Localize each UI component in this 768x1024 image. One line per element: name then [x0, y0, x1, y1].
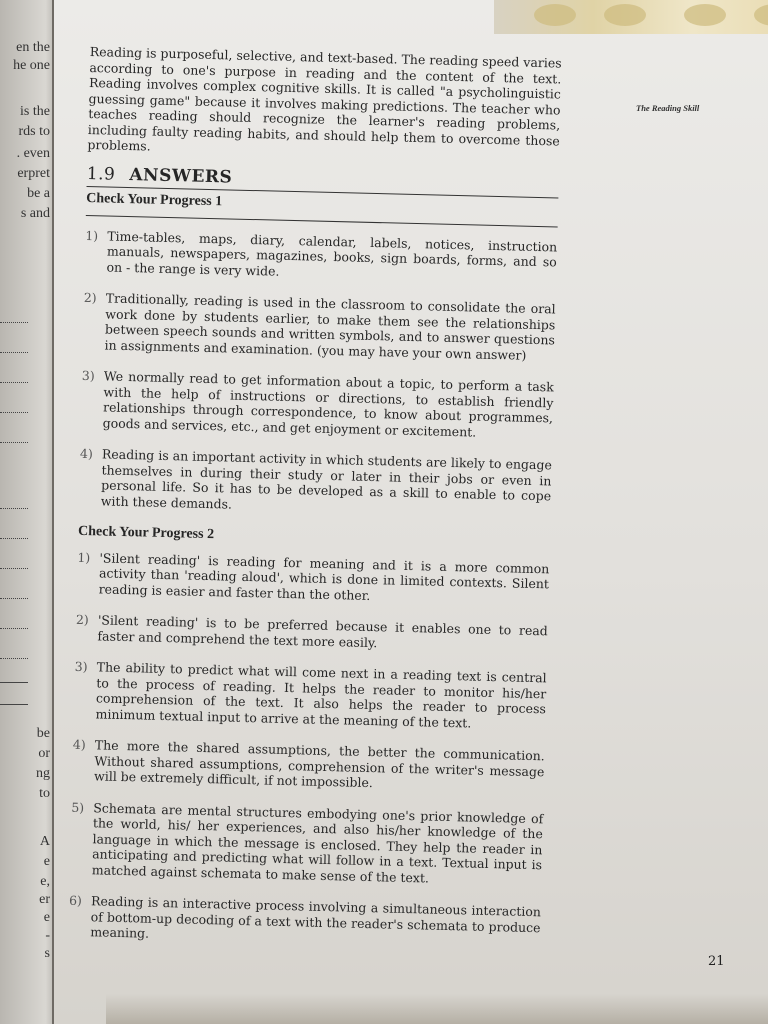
answer-text: The more the shared assumptions, the better the communication. Without shared assumptions, comprehension of the writer's message will be extremely difficult, if not impossible.: [93, 737, 545, 791]
answer-number: 1): [85, 227, 99, 243]
answer-text: Time-tables, maps, diary, calendar, labels, notices, instruction manuals, newspapers, magazines, books, sign boards, forms, and so on - the range is very wide.: [106, 227, 558, 279]
answer-number: 1): [77, 549, 91, 565]
answer-number: 6): [68, 892, 83, 909]
answer-number: 4): [79, 445, 94, 462]
answer-text: 'Silent reading' is to be preferred because it enables one to read faster and comprehend the text more easily.: [97, 612, 548, 650]
answer-number: 2): [83, 289, 97, 306]
intro-paragraph: Reading is purposeful, selective, and text-based. The reading speed varies according to one's purpose in reading and the content of the text. Reading involves complex cognitive skills. It is called "a psycholinguistic guessing game" because it involves making predictions. The teacher who teaches reading should recognize the learner's reading problems, including faulty reading habits, and should help them to overcome those problems.: [87, 44, 562, 154]
answer-text: We normally read to get information about a topic, to perform a task with the help of instructions or directions, to establish friendly relationships through correspondence, to know about programmes, goods and services, etc., and get enjoyment or excitement.: [102, 368, 554, 440]
dotted-answer-line: [0, 658, 28, 659]
facing-page-fragment: A: [39, 834, 50, 849]
progress-2-heading: Check Your Progress 2: [77, 523, 215, 543]
facing-page-fragment: er: [39, 892, 50, 907]
facing-page-fragment: to: [39, 786, 50, 801]
page-shadow: [106, 994, 768, 1024]
answer-text: Schemata are mental structures embodying one's prior knowledge of the world, his/ her experiences, and also his/her knowledge of the language in which the message is enclosed. They help the reader in anticipating and predicting what will follow in a text. Textual input is matched against schemata to make sense of the text.: [91, 799, 544, 886]
answer-text: 'Silent reading' is reading for meaning and it is a more common activity than 'reading aloud', which is done in limited contexts. Silent reading is easier and faster than the other.: [98, 549, 550, 603]
facing-page-fragment: e: [43, 854, 50, 869]
answer-number: 3): [74, 658, 88, 675]
facing-page-fragment: be a: [27, 186, 50, 201]
page-number: 21: [708, 954, 725, 969]
answer-number: 3): [81, 367, 95, 384]
facing-page-fragment: is the: [20, 104, 50, 119]
facing-page-fragment: . even: [16, 146, 50, 161]
answer-item: [79, 446, 552, 520]
answer-item: [84, 227, 557, 285]
answer-item: [68, 893, 541, 951]
dotted-answer-line: [0, 322, 28, 323]
dotted-answer-line: [0, 382, 28, 383]
facing-page-fragment: or: [38, 746, 50, 761]
dotted-answer-line: [0, 442, 28, 443]
facing-page-fragment: -: [45, 928, 50, 943]
facing-page-fragment: be: [36, 726, 50, 741]
answer-item: [73, 659, 546, 733]
answer-number: 2): [75, 611, 89, 628]
facing-page-fragment: ng: [36, 766, 50, 781]
facing-page-fragment: s and: [20, 206, 50, 221]
answer-number: 5): [71, 799, 85, 815]
dotted-answer-line: [0, 628, 28, 629]
section-title: ANSWERS: [129, 164, 233, 188]
page-content: [68, 44, 562, 967]
facing-page-fragment: en the: [16, 40, 50, 55]
dotted-answer-line: [0, 568, 28, 569]
rule-line: [0, 704, 28, 705]
progress-1-heading: Check Your Progress 1: [86, 191, 558, 227]
rule-line: [0, 682, 28, 683]
answer-item: [81, 368, 554, 442]
facing-page-fragment: erpret: [17, 166, 50, 181]
dotted-answer-line: [0, 352, 28, 353]
section-number: 1.9: [86, 163, 116, 185]
facing-page-fragment: rds to: [18, 124, 50, 139]
background-fabric: [494, 0, 768, 34]
facing-page-fragment: e: [43, 910, 50, 925]
facing-page-fragment: s: [44, 946, 50, 961]
dotted-answer-line: [0, 598, 28, 599]
answer-number: 4): [72, 736, 86, 753]
answer-text: Traditionally, reading is used in the classroom to consolidate the oral work done by students earlier, to make them see the relationships between speech sounds and written symbols, and to answer questions in assignments and examination. (you may have your own answer): [104, 290, 556, 363]
answer-text: Reading is an interactive process involving a simultaneous interaction of bottom-up decoding of a text with the reader's schemata to produce meaning.: [90, 893, 542, 941]
answer-item: [75, 612, 548, 655]
answer-item: [70, 799, 544, 888]
dotted-answer-line: [0, 538, 28, 539]
answer-item: [72, 737, 545, 795]
dotted-answer-line: [0, 508, 28, 509]
dotted-answer-line: [0, 412, 28, 413]
answer-text: Reading is an important activity in which students are likely to engage themselves in during their study or later in their jobs or even in personal life. So it has to be developed as a skill to enable to cope with these demands.: [100, 446, 553, 512]
answer-item: [77, 549, 550, 607]
running-head: The Reading Skill: [636, 103, 700, 113]
facing-page-fragment: he one: [13, 58, 50, 73]
answer-item: [82, 290, 555, 364]
answer-text: The ability to predict what will come next in a reading text is central to the process of reading. It helps the reader to monitor his/her comprehension of the text. It also helps the reader to process minimum textual input to arrive at the meaning of the text.: [95, 659, 547, 731]
facing-page-fragment: e,: [40, 874, 50, 889]
